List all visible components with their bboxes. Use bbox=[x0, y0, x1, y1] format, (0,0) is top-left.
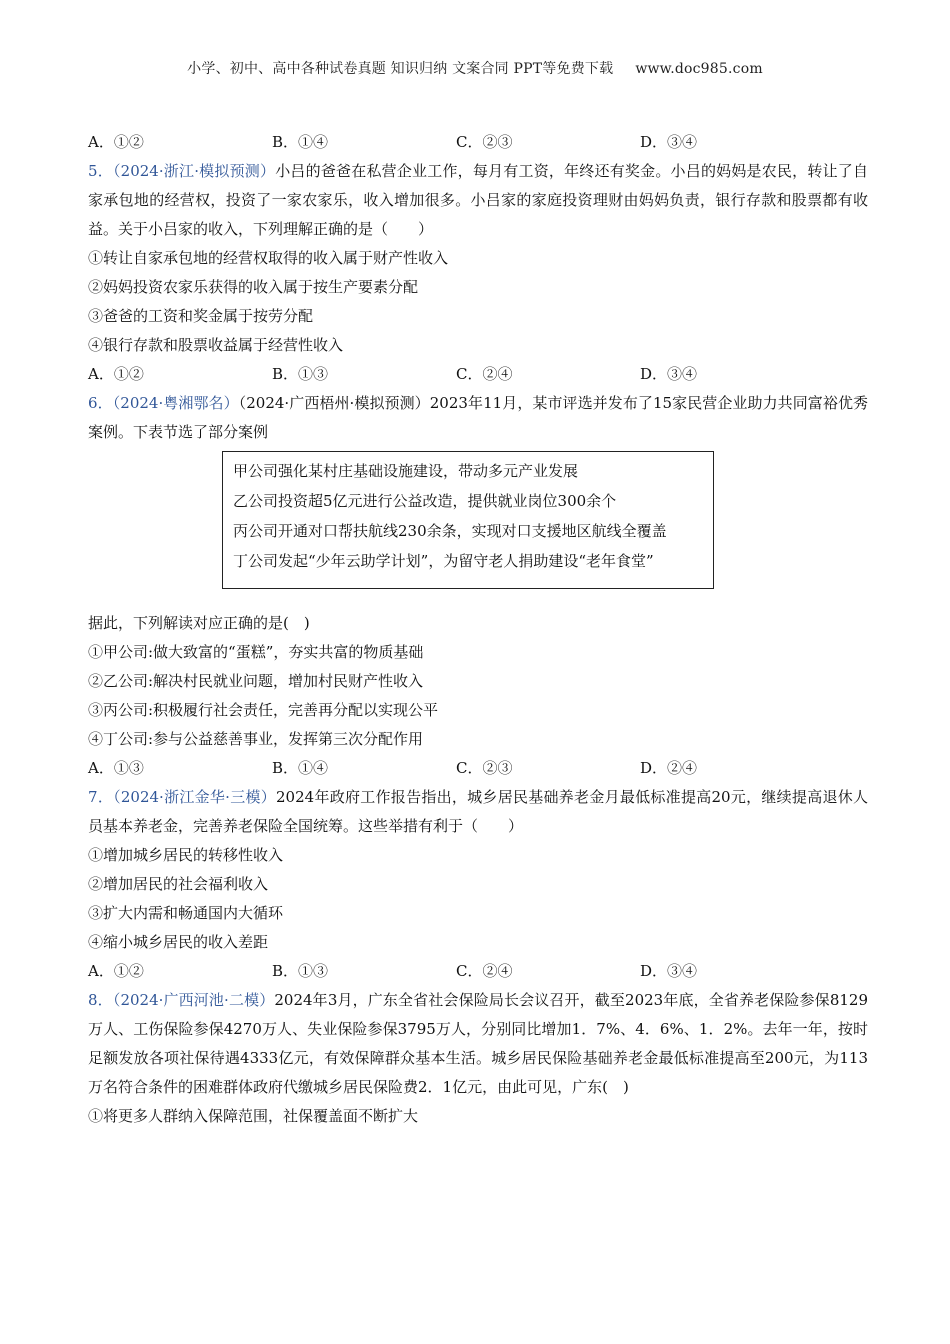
q8-item-1: ①将更多人群纳入保障范围，社保覆盖面不断扩大 bbox=[88, 1107, 419, 1125]
q5-option-c: C．②④ bbox=[456, 365, 513, 383]
q7-item-4: ④缩小城乡居民的收入差距 bbox=[88, 933, 269, 951]
q7-option-a: A．①② bbox=[88, 962, 144, 980]
q5-item-2: ②妈妈投资农家乐获得的收入属于按生产要素分配 bbox=[88, 278, 419, 296]
q6-option-d: D．②④ bbox=[640, 759, 698, 777]
q7-number: 7． bbox=[88, 788, 114, 806]
q4-options bbox=[88, 128, 868, 157]
q6-item-1: ①甲公司:做大致富的“蛋糕”，夯实共富的物质基础 bbox=[88, 643, 424, 661]
q4-option-d: D．③④ bbox=[640, 133, 698, 151]
q6-item-2: ②乙公司:解决村民就业问题，增加村民财产性收入 bbox=[88, 672, 424, 690]
q7-option-b: B．①③ bbox=[272, 962, 329, 980]
q6-case-table bbox=[222, 451, 714, 589]
q7-source: （2024·浙江金华·三模） bbox=[113, 788, 277, 806]
q6-item-4: ④丁公司:参与公益慈善事业，发挥第三次分配作用 bbox=[88, 730, 424, 748]
q6-question: 据此，下列解读对应正确的是( ) bbox=[88, 614, 310, 632]
q7-option-c: C．②④ bbox=[456, 962, 513, 980]
q5-number: 5． bbox=[88, 162, 113, 180]
q7-item-1: ①增加城乡居民的转移性收入 bbox=[88, 846, 284, 864]
q6-options bbox=[88, 754, 868, 783]
q6-number: 6． bbox=[88, 394, 113, 412]
q6-option-a: A．①③ bbox=[88, 759, 144, 777]
q7-option-d: D．③④ bbox=[640, 962, 698, 980]
q4-option-c: C．②③ bbox=[456, 133, 513, 151]
q6-option-c: C．②③ bbox=[456, 759, 513, 777]
q5-option-d: D．③④ bbox=[640, 365, 698, 383]
q8-stem-text: 2024年3月，广东全省社会保险局长会议召开，截至2023年底，全省养老保险参保8129万人、工伤保险参保4270万人、失业保险参保3795万人，分别同比增加1．7%、4．6%、1．2%。去年一年，按时足额发放各项社保待遇4333亿元，有效保障群众基本生活。城乡居民保险基础养老金最低标准提高至200元，为113万名符合条件的困难群体政府代缴城乡居民保险费2．1亿元，由此可见，广东( ) bbox=[88, 991, 868, 1096]
q6-stem-text: （2024·广西梧州·模拟预测）2023年11月，某市评选并发布了15家民营企业助力共同富裕优秀案例。下表节选了部分案例 bbox=[88, 394, 869, 441]
q5-source: （2024·浙江·模拟预测） bbox=[112, 162, 276, 180]
question-content bbox=[88, 128, 868, 1131]
q6-case-row-4: 丁公司发起“少年云助学计划”，为留守老人捐助建设“老年食堂” bbox=[233, 552, 654, 570]
q6-item-3: ③丙公司:积极履行社会责任，完善再分配以实现公平 bbox=[88, 701, 439, 719]
q7-options bbox=[88, 957, 868, 986]
q5-item-3: ③爸爸的工资和奖金属于按劳分配 bbox=[88, 307, 314, 325]
page-header bbox=[0, 58, 950, 78]
q4-option-b: B．①④ bbox=[272, 133, 329, 151]
q5-options bbox=[88, 360, 868, 389]
q8-source: （2024·广西河池·二模） bbox=[112, 991, 275, 1009]
q5-item-1: ①转让自家承包地的经营权取得的收入属于财产性收入 bbox=[88, 249, 449, 267]
q7-stem bbox=[88, 783, 868, 841]
header-text: 小学、初中、高中各种试卷真题 知识归纳 文案合同 PPT等免费下载 bbox=[187, 61, 614, 77]
q5-item-4: ④银行存款和股票收益属于经营性收入 bbox=[88, 336, 344, 354]
q5-stem bbox=[88, 157, 868, 244]
q7-item-3: ③扩大内需和畅通国内大循环 bbox=[88, 904, 284, 922]
spacer bbox=[88, 589, 868, 609]
q4-option-a: A．①② bbox=[88, 133, 144, 151]
q6-source: （2024·粤湘鄂名） bbox=[112, 394, 239, 412]
q7-item-2: ②增加居民的社会福利收入 bbox=[88, 875, 269, 893]
q6-stem bbox=[88, 389, 868, 447]
q6-case-row-3: 丙公司开通对口帮扶航线230余条，实现对口支援地区航线全覆盖 bbox=[233, 522, 667, 540]
q7-stem-text: 2024年政府工作报告指出，城乡居民基础养老金月最低标准提高20元，继续提高退休人员基本养老金，完善养老保险全国统筹。这些举措有利于（ ） bbox=[88, 788, 869, 835]
q6-case-row-1: 甲公司强化某村庄基础设施建设，带动多元产业发展 bbox=[233, 462, 579, 480]
q6-option-b: B．①④ bbox=[272, 759, 329, 777]
q5-stem-text: 小吕的爸爸在私营企业工作，每月有工资，年终还有奖金。小吕的妈妈是农民，转让了自家承包地的经营权，投资了一家农家乐，收入增加很多。小吕家的家庭投资理财由妈妈负责，银行存款和股票都有收益。关于小吕家的收入，下列理解正确的是（ ） bbox=[88, 162, 868, 238]
q8-number: 8． bbox=[88, 991, 113, 1009]
q5-option-a: A．①② bbox=[88, 365, 144, 383]
header-site-link[interactable]: www.doc985.com bbox=[635, 61, 763, 77]
q5-option-b: B．①③ bbox=[272, 365, 329, 383]
q6-case-row-2: 乙公司投资超5亿元进行公益改造，提供就业岗位300余个 bbox=[233, 492, 617, 510]
q8-stem bbox=[88, 986, 868, 1102]
